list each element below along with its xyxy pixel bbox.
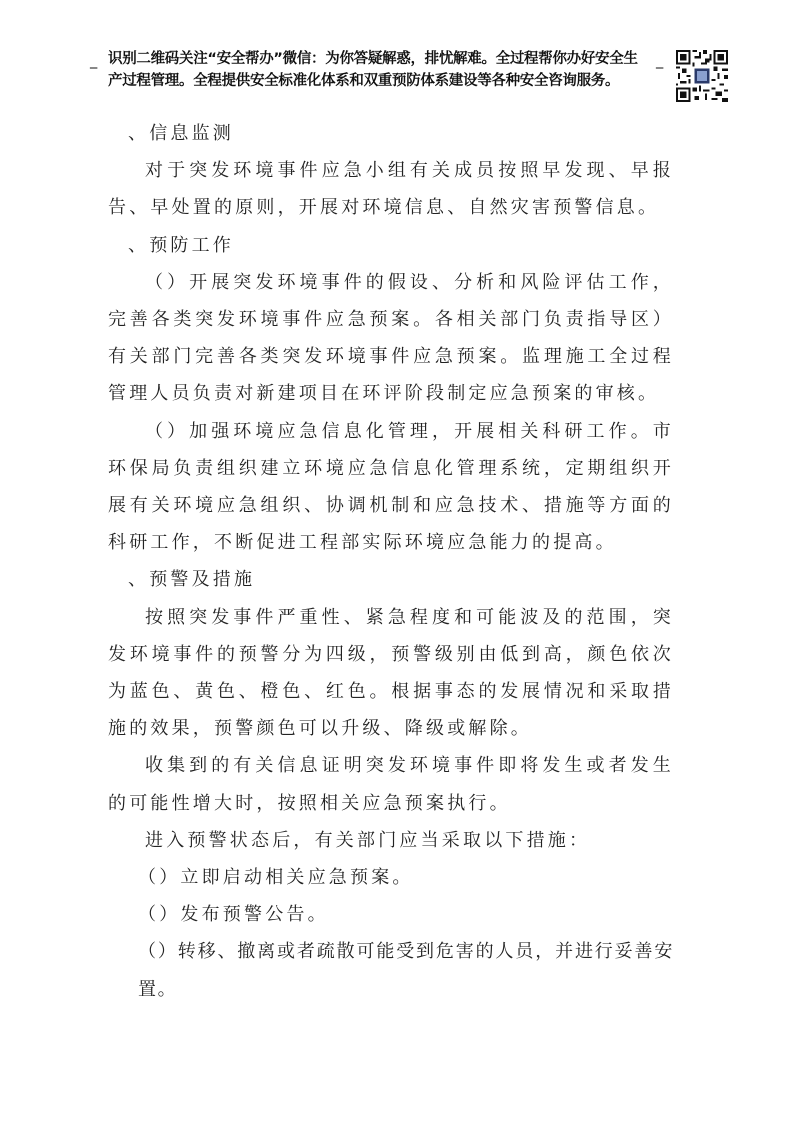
section-heading-warning: 、预警及措施 [128,569,256,591]
measure-item-2: （）发布预警公告。 [138,904,329,926]
measure-item-3: （）转移、撤离或者疏散可能受到危害的人员，并进行妥善安置。 [138,941,674,1000]
measure-item-1: （）立即启动相关应急预案。 [138,867,414,889]
section-heading-monitoring: 、信息监测 [128,123,234,144]
paragraph-monitoring: 对于突发环境事件应急小组有关成员按照早发现、早报告、早处置的原则，开展对环境信息、自然灾害预警信息。 [108,160,674,219]
header-dash-right: _ [656,53,664,69]
section-heading-prevention: 、预防工作 [128,234,234,256]
paragraph-prevention-1: （）开展突发环境事件的假设、分析和风险评估工作，完善各类突发环境事件应急预案。各相关部门负责指导区）有关部门完善各类突发环境事件应急预案。监理施工全过程管理人员负责对新建项目在环评阶段制定应急预案的审核。 [108,271,674,405]
paragraph-warning-trigger: 收集到的有关信息证明突发环境事件即将发生或者发生的可能性增大时，按照相关应急预案执行。 [108,755,674,814]
paragraph-warning-levels: 按照突发事件严重性、紧急程度和可能波及的范围，突发环境事件的预警分为四级，预警级别由低到高，颜色依次为蓝色、黄色、橙色、红色。根据事态的发展情况和采取措施的效果，预警颜色可以升级、降级或解除。 [108,606,674,740]
paragraph-warning-measures-intro: 进入预警状态后，有关部门应当采取以下措施： [145,829,591,851]
header-line-2: 产过程管理。全程提供安全标准化体系和双重预防体系建设等各种安全咨询服务。 [108,73,620,89]
header-line-1: 识别二维码关注“安全帮办”微信：为你答疑解惑，排忧解难。全过程帮你办好安全生 [108,51,638,67]
paragraph-prevention-2: （）加强环境应急信息化管理，开展相关科研工作。市环保局负责组织建立环境应急信息化管理系统，定期组织开展有关环境应急组织、协调机制和应急技术、措施等方面的科研工作，不断促进工程部实际环境应急能力的提高。 [108,420,674,554]
page-header [90,48,668,92]
document-body [108,115,674,1008]
header-dash-left: _ [90,53,98,69]
qr-code-icon [676,50,728,102]
